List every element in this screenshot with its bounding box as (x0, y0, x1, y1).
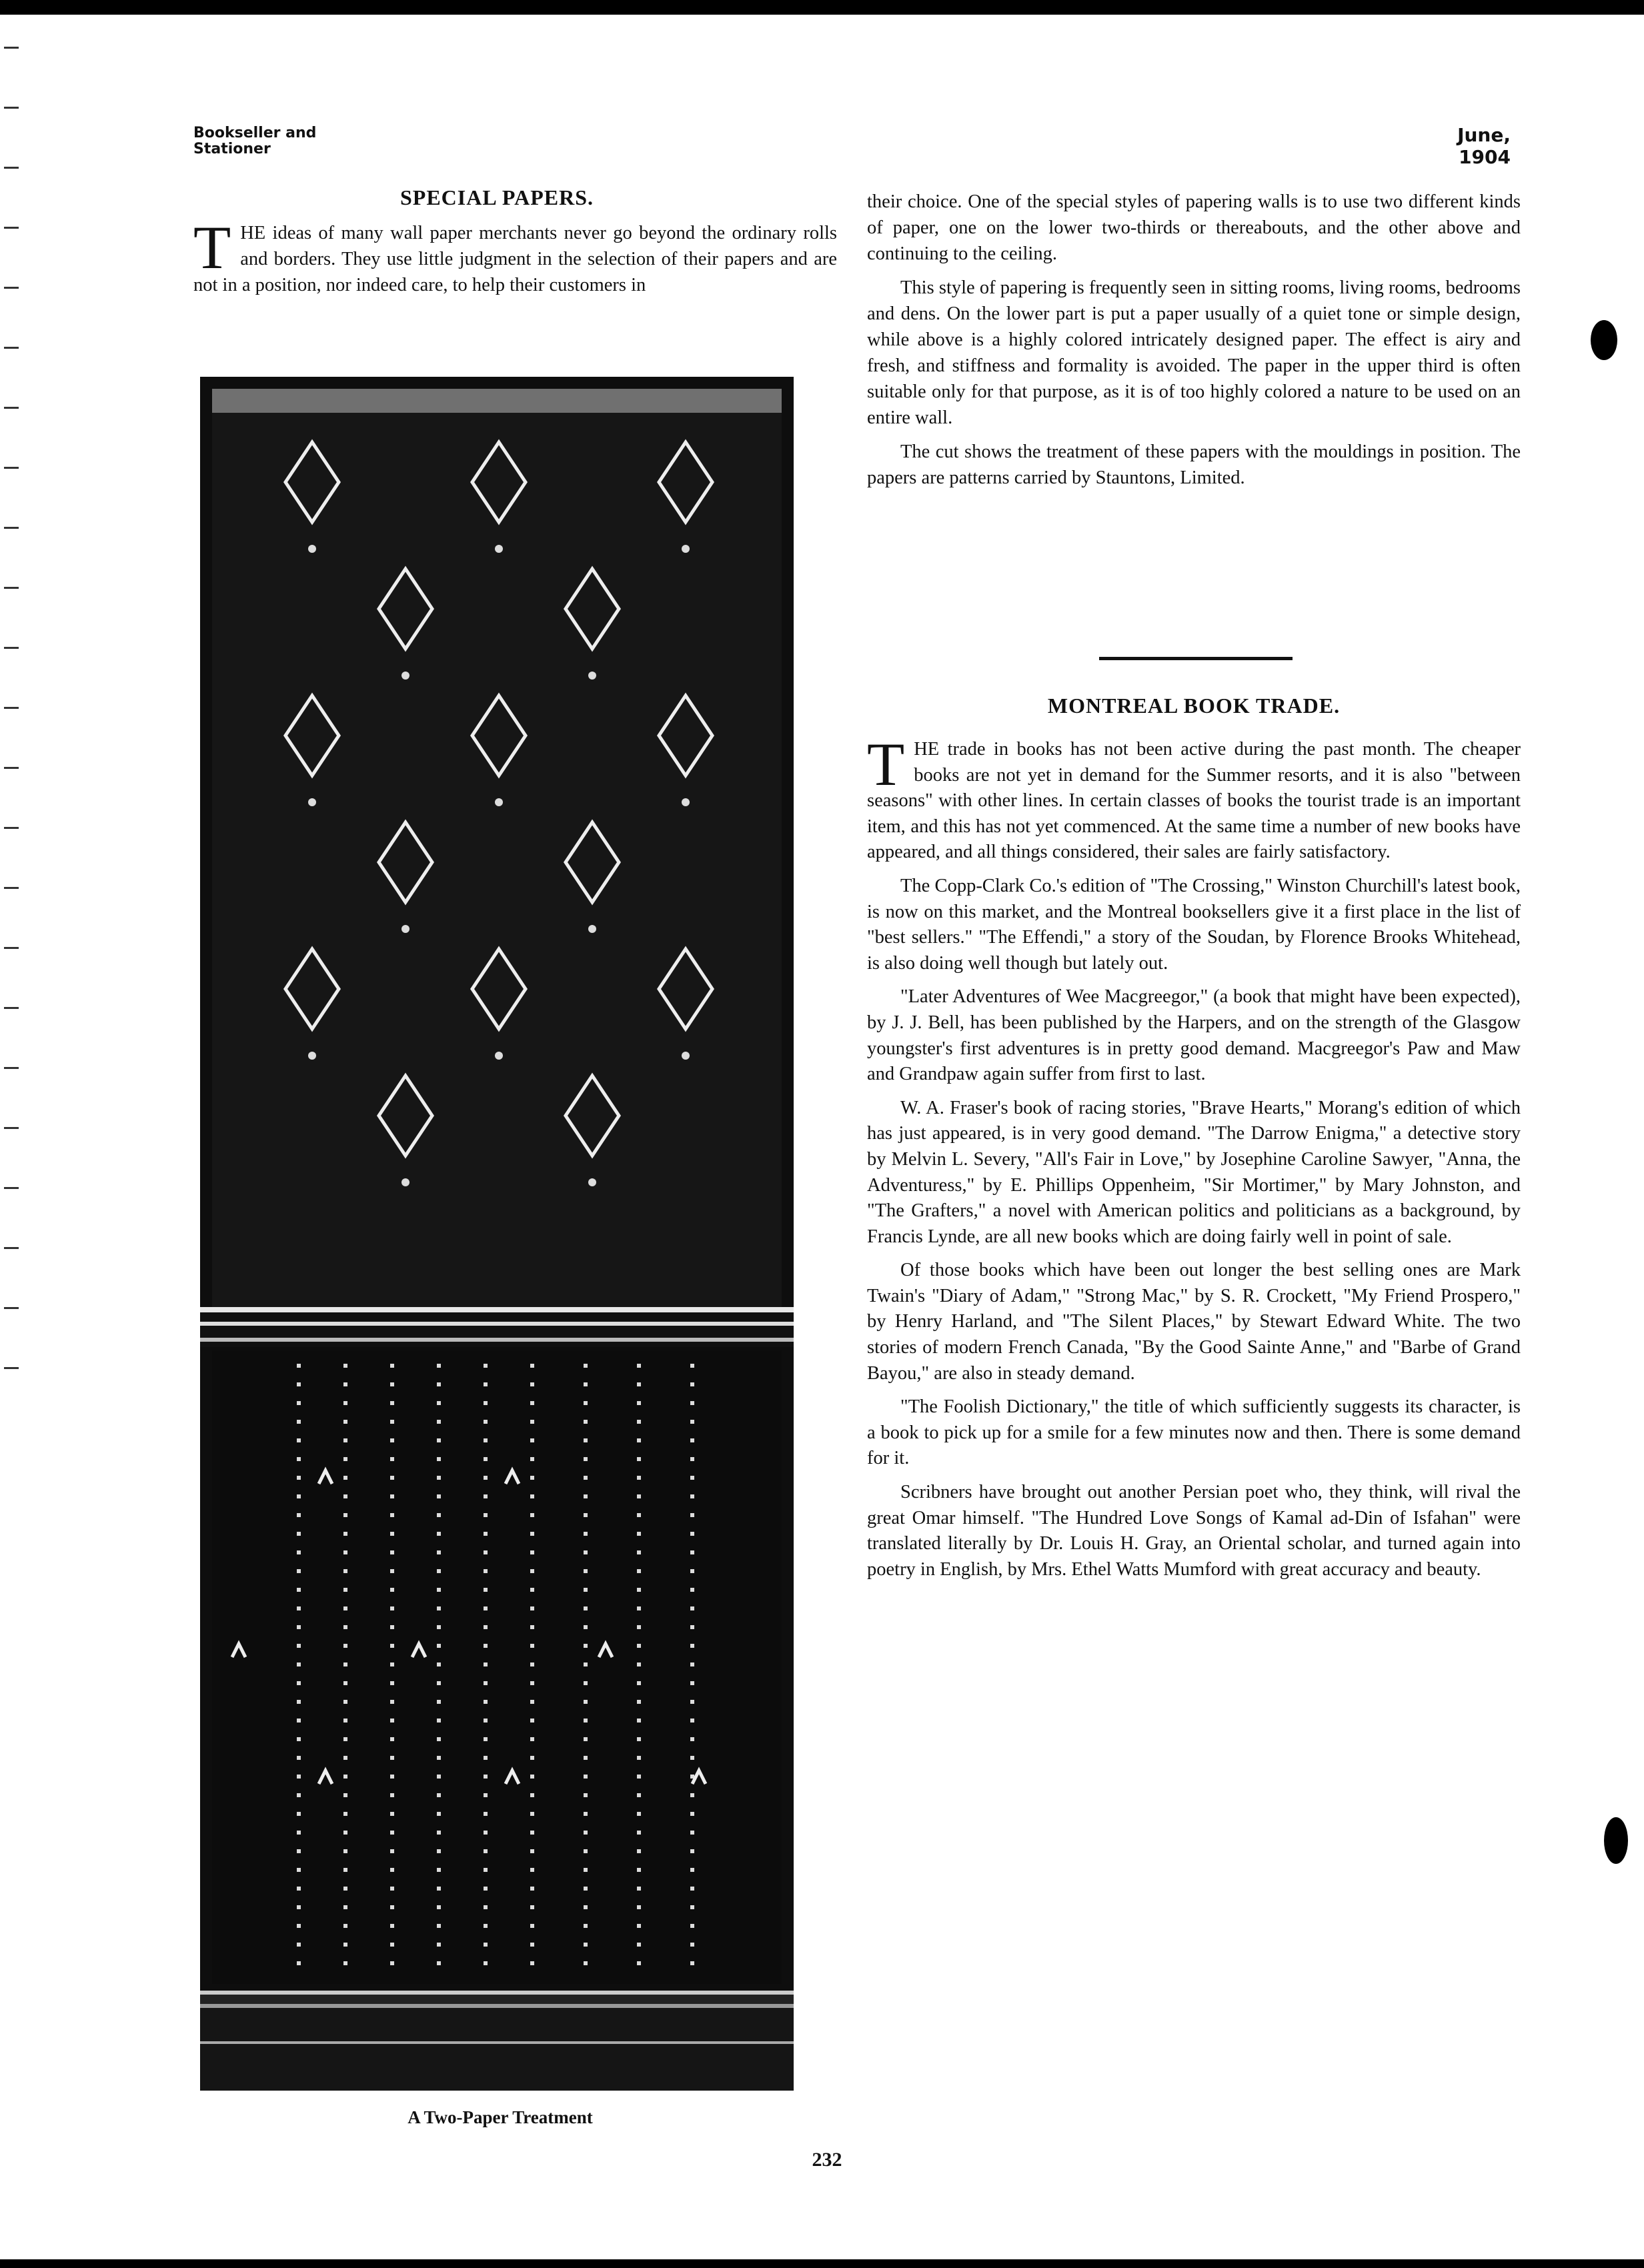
baseboard (200, 1991, 794, 2091)
dropcap: T (193, 213, 231, 281)
special-papers-paragraph-4: The cut shows the treatment of these papers with the mouldings in position. The papers are patterns carried by Stauntons, Limited. (867, 441, 1521, 488)
bottom-border (0, 2259, 1644, 2268)
montreal-paragraph-7: Scribners have brought out another Persian poet who, they think, will rival the great Omar himself. "The Hundred Love Songs of Kamal ad-Din of Isfahan" were translated literally by Dr. Louis H. Gray, an Oriental scholar, and turned again into poetry in English, by Mrs. Ethel Watts Mumford with great accuracy and beauty. (867, 1482, 1521, 1580)
wallpaper-illustration (200, 377, 794, 2091)
page-number: 232 (812, 2149, 842, 2171)
margin-ornament-icon (1591, 320, 1617, 360)
lower-wallpaper-pattern (212, 1350, 782, 1984)
montreal-article-body (867, 730, 1521, 1590)
special-papers-intro (193, 213, 837, 306)
scan-edge-marks (4, 20, 19, 1387)
dropcap: T (867, 730, 905, 798)
figure-caption: A Two-Paper Treatment (407, 2107, 593, 2127)
montreal-paragraph-6: "The Foolish Dictionary," the title of which sufficiently suggests its character, is a book to pick up for a smile for a few minutes now and then. There is some demand for it. (867, 1396, 1521, 1469)
special-papers-continued (867, 189, 1521, 499)
margin-ornament-icon (1604, 1817, 1628, 1864)
baseboard-line (200, 2041, 794, 2044)
picture-moulding (200, 1307, 794, 1347)
special-papers-paragraph-2: their choice. One of the special styles of papering walls is to use two different kinds of paper, one on the lower two-thirds or thereabouts, and the other above and continuing to the ceiling. (867, 191, 1521, 264)
upper-wallpaper-pattern (212, 389, 782, 1316)
special-papers-paragraph-1: THE ideas of many wall paper merchants never go beyond the ordinary rolls and borders. They use little judgment in the selection of their papers and are not in a position, nor indeed care, to help their customers in (193, 213, 837, 295)
montreal-paragraph-5: Of those books which have been out longer the best selling ones are Mark Twain's "Diary of Adam," "Strong Mac," by S. R. Crockett, "My Friend Prospero," by Henry Harland, and "The Silent Places," by Stewart Edward White. The two stories of modern French Canada, "By the Good Sainte Anne," and "Barbe of Grand Bayou," are also in steady demand. (867, 1260, 1521, 1384)
top-border (0, 0, 1644, 15)
montreal-paragraph-3: "Later Adventures of Wee Macgreegor," (a book that might have been expected), by J. J. Bell, has been published by the Harpers, and on the strength of the Glasgow youngster's first adventures is in pretty good demand. Macgreegor's Paw and Maw and Grandpaw again suffer from first to last. (867, 986, 1521, 1085)
publication-line-2: Stationer (193, 141, 271, 157)
montreal-paragraph-2: The Copp-Clark Co.'s edition of "The Crossing," Winston Churchill's latest book, is now on this market, and the Montreal booksellers give it a first place in the list of "best sellers." "The Effendi," a story of the Soudan, by Florence Brooks Whitehead, is also doing well though but lately out. (867, 875, 1521, 974)
special-papers-paragraph-3: This style of papering is frequently seen in sitting rooms, living rooms, bedrooms and dens. On the lower part is put a paper usually of a quiet tone or simple design, while above is a highly colored intricately designed paper. The effect is airy and fresh, and stiffness and formality is avoided. The paper in the upper third is often suitable only for that purpose, as it is of too highly colored a nature to be used on an entire wall. (867, 277, 1521, 428)
publication-name (193, 125, 407, 157)
special-papers-title: SPECIAL PAPERS. (399, 185, 594, 209)
publication-line-1: Bookseller and (193, 125, 317, 141)
issue-date: June, 1904 (1457, 124, 1511, 168)
montreal-paragraph-1: THE trade in books has not been active during the past month. The cheaper books are not yet in demand for the Summer resorts, and it is also "between seasons" with other lines. In certain classes of books the tourist trade is an important item, and this has not yet commenced. At the same time a number of new books have appeared, and all things considered, their sales are fairly satisfactory. (867, 730, 1521, 863)
montreal-paragraph-4: W. A. Fraser's book of racing stories, "Brave Hearts," Morang's edition of which has just appeared, is in very good demand. "The Darrow Enigma," a detective story by Melvin L. Severy, "All's Fair in Love," by Josephine Caroline Sawyer, "Anna, the Adventuress," by E. Phillips Oppenheim, "Sir Mortimer," by Mary Johnston, and "The Grafters," a novel with American politics and politicians as a background, by Francis Lynde, are all new books which are doing fairly well in point of sale. (867, 1097, 1521, 1247)
section-divider (1099, 657, 1293, 660)
montreal-book-trade-title: MONTREAL BOOK TRADE. (1047, 694, 1341, 718)
